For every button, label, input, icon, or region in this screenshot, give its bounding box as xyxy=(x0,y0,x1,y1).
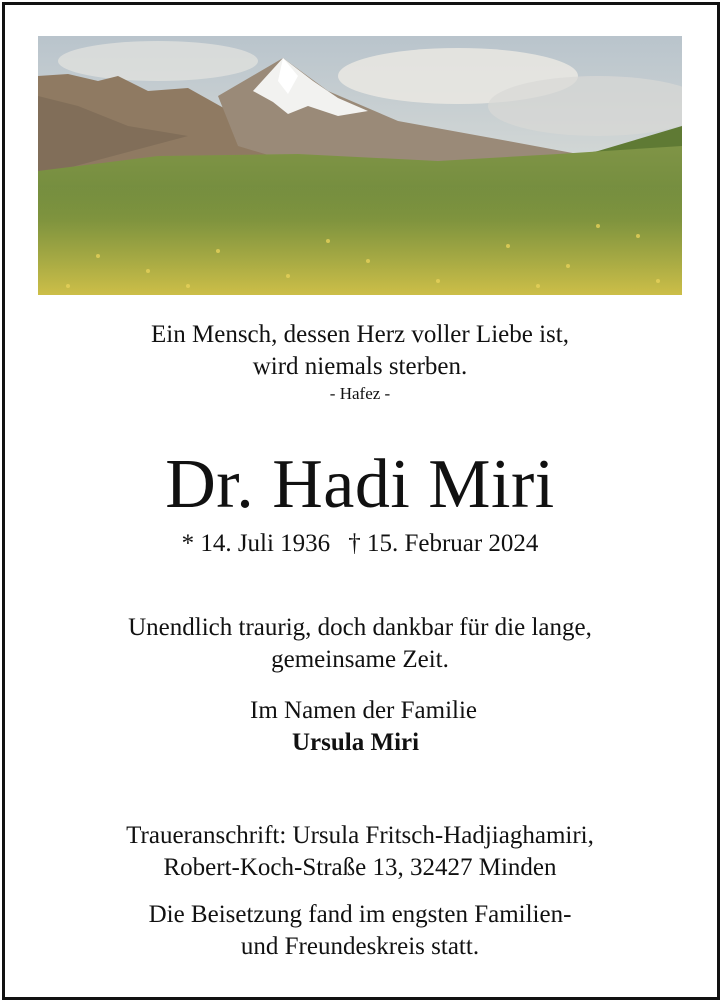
address-line-1: Traueranschrift: Ursula Fritsch-Hadjiaghamiri, xyxy=(126,822,594,849)
mourning-address xyxy=(0,820,720,884)
family-intro: Im Namen der Familie xyxy=(250,697,478,724)
mountain-meadow-image xyxy=(38,36,682,295)
birth-date: * 14. Juli 1936 xyxy=(181,530,331,557)
landscape-photo xyxy=(38,36,682,295)
mourning-text xyxy=(0,612,720,676)
quote xyxy=(0,319,720,383)
deceased-name: Dr. Hadi Miri xyxy=(165,446,555,523)
quote-line-1: Ein Mensch, dessen Herz voller Liebe ist, xyxy=(151,321,569,348)
burial-line-1: Die Beisetzung fand im engsten Familien- xyxy=(148,901,572,928)
death-date: † 15. Februar 2024 xyxy=(348,530,539,557)
burial-line-2: und Freundeskreis statt. xyxy=(240,933,480,960)
mourning-line-2: gemeinsame Zeit. xyxy=(271,646,449,673)
life-dates xyxy=(0,530,720,558)
family-signer: Ursula Miri xyxy=(292,729,420,756)
burial-note xyxy=(0,899,720,963)
mourning-line-1: Unendlich traurig, doch dankbar für die lange, xyxy=(128,614,592,641)
quote-line-2: wird niemals sterben. xyxy=(252,353,468,380)
address-line-2: Robert-Koch-Straße 13, 32427 Minden xyxy=(163,854,557,881)
quote-author: - Hafez - xyxy=(329,384,391,403)
